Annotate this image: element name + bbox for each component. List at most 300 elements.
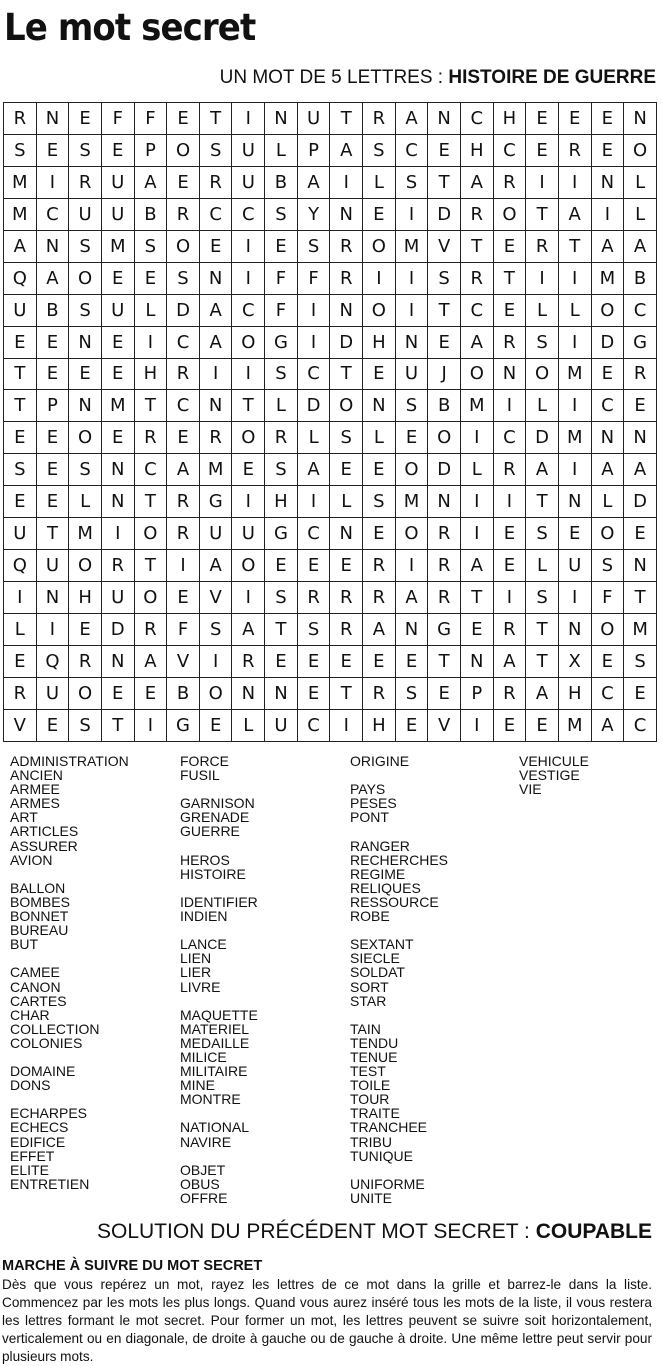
grid-cell: S <box>69 134 102 166</box>
grid-cell: R <box>428 550 461 582</box>
word-item: PONT <box>350 809 389 826</box>
grid-cell: E <box>101 326 134 358</box>
grid-cell: L <box>297 422 330 454</box>
grid-cell: J <box>428 358 461 390</box>
grid-cell: U <box>232 166 265 198</box>
grid-cell: S <box>69 709 102 741</box>
grid-cell: O <box>199 677 232 709</box>
grid-cell: V <box>4 709 37 741</box>
grid-cell: E <box>363 198 396 230</box>
letter-grid <box>3 102 657 742</box>
grid-cell: F <box>265 262 298 294</box>
grid-cell: E <box>265 645 298 677</box>
word-item: SEXTANT <box>350 936 414 953</box>
grid-cell: C <box>167 390 200 422</box>
grid-cell: T <box>330 358 363 390</box>
grid-cell: E <box>363 454 396 486</box>
grid-cell: O <box>232 326 265 358</box>
grid-cell: T <box>265 614 298 646</box>
grid-cell: E <box>395 422 428 454</box>
grid-cell: M <box>395 230 428 262</box>
grid-cell: M <box>101 390 134 422</box>
grid-cell: M <box>199 454 232 486</box>
grid-cell: E <box>591 358 624 390</box>
grid-cell: Q <box>36 645 69 677</box>
grid-cell: N <box>199 262 232 294</box>
grid-cell: A <box>363 614 396 646</box>
grid-cell: E <box>101 358 134 390</box>
grid-cell: E <box>493 709 526 741</box>
word-item: HISTOIRE <box>180 865 246 882</box>
grid-cell: O <box>69 677 102 709</box>
grid-cell: O <box>69 262 102 294</box>
word-item: VESTIGE <box>519 767 580 784</box>
grid-cell: F <box>101 103 134 135</box>
grid-cell: R <box>624 358 657 390</box>
grid-cell: R <box>428 518 461 550</box>
grid-cell: E <box>395 709 428 741</box>
grid-cell: L <box>232 709 265 741</box>
grid-cell: T <box>460 230 493 262</box>
grid-cell: I <box>460 518 493 550</box>
word-item: NAVIRE <box>180 1133 232 1150</box>
grid-cell: N <box>395 326 428 358</box>
grid-cell: T <box>199 103 232 135</box>
grid-row <box>4 550 657 582</box>
grid-cell: E <box>363 358 396 390</box>
grid-cell: E <box>167 422 200 454</box>
grid-cell: E <box>101 134 134 166</box>
grid-cell: P <box>297 134 330 166</box>
grid-cell: N <box>558 614 591 646</box>
word-item: ECHECS <box>10 1119 69 1136</box>
grid-cell: L <box>69 486 102 518</box>
grid-cell: E <box>363 518 396 550</box>
grid-row <box>4 103 657 135</box>
grid-cell: E <box>69 614 102 646</box>
grid-cell: B <box>134 198 167 230</box>
grid-cell: R <box>265 422 298 454</box>
grid-row <box>4 486 657 518</box>
grid-cell: V <box>428 230 461 262</box>
word-item: GRENADE <box>180 809 250 826</box>
grid-cell: I <box>460 709 493 741</box>
grid-cell: E <box>265 550 298 582</box>
grid-cell: A <box>591 709 624 741</box>
grid-cell: E <box>330 550 363 582</box>
grid-cell: R <box>493 166 526 198</box>
grid-cell: C <box>460 294 493 326</box>
grid-cell: I <box>297 486 330 518</box>
grid-cell: I <box>330 166 363 198</box>
grid-row <box>4 294 657 326</box>
grid-cell: N <box>624 103 657 135</box>
word-item: COLONIES <box>10 1034 83 1051</box>
grid-cell: I <box>232 358 265 390</box>
grid-cell: I <box>232 230 265 262</box>
grid-cell: H <box>363 709 396 741</box>
grid-cell: D <box>428 198 461 230</box>
grid-cell: A <box>4 230 37 262</box>
grid-row <box>4 454 657 486</box>
grid-cell: D <box>330 326 363 358</box>
grid-cell: O <box>493 198 526 230</box>
word-item: BONNET <box>10 908 69 925</box>
grid-cell: U <box>232 134 265 166</box>
grid-cell: F <box>134 103 167 135</box>
word-item: CANON <box>10 978 61 995</box>
grid-cell: F <box>591 582 624 614</box>
grid-cell: E <box>199 709 232 741</box>
word-item: NATIONAL <box>180 1119 249 1136</box>
grid-cell: N <box>265 677 298 709</box>
grid-cell: E <box>591 134 624 166</box>
grid-cell: I <box>232 582 265 614</box>
grid-cell: T <box>101 709 134 741</box>
grid-cell: S <box>69 230 102 262</box>
grid-cell: I <box>395 198 428 230</box>
grid-cell: T <box>526 614 559 646</box>
grid-cell: U <box>297 103 330 135</box>
grid-cell: C <box>167 326 200 358</box>
grid-cell: P <box>460 677 493 709</box>
word-item <box>180 1149 258 1163</box>
word-item: REGIME <box>350 865 406 882</box>
grid-cell: D <box>297 390 330 422</box>
grid-cell: C <box>232 198 265 230</box>
grid-cell: A <box>395 103 428 135</box>
grid-cell: I <box>526 262 559 294</box>
grid-cell: A <box>36 262 69 294</box>
grid-cell: A <box>167 454 200 486</box>
grid-cell: E <box>428 677 461 709</box>
grid-cell: S <box>428 262 461 294</box>
grid-cell: N <box>363 390 396 422</box>
grid-cell: N <box>428 486 461 518</box>
grid-cell: E <box>526 103 559 135</box>
grid-cell: E <box>624 677 657 709</box>
grid-cell: L <box>624 166 657 198</box>
grid-cell: L <box>624 198 657 230</box>
grid-cell: A <box>199 294 232 326</box>
grid-cell: E <box>558 518 591 550</box>
grid-cell: O <box>167 134 200 166</box>
word-item: TEST <box>350 1063 386 1080</box>
word-item: SIECLE <box>350 950 400 967</box>
grid-cell: N <box>199 390 232 422</box>
word-item: BUREAU <box>10 922 69 939</box>
grid-cell: E <box>167 582 200 614</box>
grid-cell: L <box>134 294 167 326</box>
grid-cell: O <box>591 518 624 550</box>
grid-cell: E <box>330 645 363 677</box>
word-item: MILITAIRE <box>180 1063 248 1080</box>
grid-cell: E <box>493 294 526 326</box>
grid-cell: D <box>101 614 134 646</box>
grid-cell: T <box>232 390 265 422</box>
word-item: INDIEN <box>180 908 228 925</box>
grid-cell: A <box>460 166 493 198</box>
grid-cell: M <box>4 166 37 198</box>
word-item: SORT <box>350 978 389 995</box>
word-item <box>180 881 258 895</box>
word-item: LIER <box>180 964 212 981</box>
grid-cell: T <box>428 645 461 677</box>
word-item <box>180 1106 258 1120</box>
grid-cell: B <box>265 166 298 198</box>
grid-cell: T <box>36 518 69 550</box>
grid-cell: I <box>134 709 167 741</box>
grid-cell: S <box>591 550 624 582</box>
word-item: TOUR <box>350 1091 390 1108</box>
grid-cell: N <box>428 103 461 135</box>
grid-cell: T <box>428 294 461 326</box>
grid-cell: S <box>297 230 330 262</box>
grid-cell: I <box>232 262 265 294</box>
grid-cell: E <box>4 422 37 454</box>
grid-cell: N <box>591 422 624 454</box>
grid-cell: E <box>36 454 69 486</box>
grid-cell: E <box>36 358 69 390</box>
grid-cell: T <box>428 166 461 198</box>
grid-cell: X <box>558 645 591 677</box>
grid-cell: E <box>297 645 330 677</box>
word-item <box>180 782 258 796</box>
grid-cell: E <box>493 550 526 582</box>
word-item: FUSIL <box>180 767 220 784</box>
word-item <box>350 923 448 937</box>
grid-cell: R <box>493 454 526 486</box>
word-item: RELIQUES <box>350 879 421 896</box>
grid-row <box>4 326 657 358</box>
grid-cell: O <box>330 390 363 422</box>
word-item: LIVRE <box>180 978 221 995</box>
grid-cell: R <box>69 166 102 198</box>
grid-row <box>4 645 657 677</box>
word-item <box>10 1050 129 1064</box>
grid-cell: R <box>493 677 526 709</box>
word-item: TAIN <box>350 1020 381 1037</box>
grid-cell: T <box>134 390 167 422</box>
word-item: MATERIEL <box>180 1020 249 1037</box>
grid-cell: S <box>330 422 363 454</box>
grid-cell: I <box>395 262 428 294</box>
grid-cell: I <box>395 294 428 326</box>
grid-cell: T <box>558 230 591 262</box>
grid-cell: I <box>558 390 591 422</box>
grid-cell: E <box>624 518 657 550</box>
grid-cell: E <box>36 326 69 358</box>
grid-cell: N <box>624 550 657 582</box>
grid-cell: E <box>36 709 69 741</box>
grid-cell: D <box>591 326 624 358</box>
grid-cell: V <box>199 582 232 614</box>
grid-cell: N <box>69 390 102 422</box>
grid-cell: E <box>297 677 330 709</box>
grid-cell: E <box>591 103 624 135</box>
grid-cell: C <box>591 677 624 709</box>
grid-cell: O <box>526 358 559 390</box>
grid-cell: T <box>493 262 526 294</box>
grid-cell: L <box>591 486 624 518</box>
grid-cell: T <box>4 390 37 422</box>
grid-cell: S <box>363 134 396 166</box>
grid-cell: A <box>624 454 657 486</box>
grid-row <box>4 230 657 262</box>
grid-cell: R <box>167 518 200 550</box>
grid-cell: A <box>134 166 167 198</box>
grid-cell: B <box>428 390 461 422</box>
word-item: ADMINISTRATION <box>10 753 129 769</box>
word-item: MONTRE <box>180 1091 241 1108</box>
grid-cell: N <box>36 230 69 262</box>
grid-cell: E <box>36 422 69 454</box>
grid-cell: U <box>101 582 134 614</box>
grid-cell: R <box>493 614 526 646</box>
word-item: AVION <box>10 851 53 868</box>
grid-cell: C <box>624 709 657 741</box>
word-item: LANCE <box>180 936 227 953</box>
grid-cell: U <box>69 198 102 230</box>
grid-cell: S <box>134 230 167 262</box>
grid-cell: E <box>69 103 102 135</box>
word-item: ELITE <box>10 1161 49 1178</box>
grid-cell: O <box>69 550 102 582</box>
grid-cell: T <box>134 486 167 518</box>
grid-cell: S <box>265 454 298 486</box>
word-item: CAMEE <box>10 964 60 981</box>
grid-cell: T <box>526 645 559 677</box>
grid-cell: D <box>526 422 559 454</box>
grid-cell: I <box>493 486 526 518</box>
grid-cell: R <box>4 677 37 709</box>
grid-cell: E <box>4 645 37 677</box>
grid-cell: M <box>558 358 591 390</box>
grid-cell: T <box>330 103 363 135</box>
grid-cell: R <box>493 326 526 358</box>
grid-cell: A <box>395 582 428 614</box>
grid-cell: I <box>232 486 265 518</box>
word-item: MEDAILLE <box>180 1034 250 1051</box>
grid-cell: Q <box>4 262 37 294</box>
grid-cell: R <box>4 103 37 135</box>
grid-cell: C <box>624 294 657 326</box>
grid-cell: G <box>624 326 657 358</box>
word-item: RANGER <box>350 837 410 854</box>
grid-cell: S <box>199 614 232 646</box>
grid-cell: C <box>493 422 526 454</box>
grid-cell: T <box>624 582 657 614</box>
word-item: VIE <box>519 781 542 798</box>
grid-cell: A <box>526 677 559 709</box>
grid-cell: C <box>232 294 265 326</box>
grid-cell: N <box>493 358 526 390</box>
grid-cell: N <box>265 103 298 135</box>
grid-cell: N <box>101 486 134 518</box>
grid-cell: E <box>395 645 428 677</box>
grid-cell: S <box>167 262 200 294</box>
grid-cell: N <box>232 677 265 709</box>
grid-cell: A <box>558 198 591 230</box>
grid-cell: I <box>526 166 559 198</box>
word-item: UNITE <box>350 1189 392 1206</box>
grid-cell: E <box>330 454 363 486</box>
grid-cell: B <box>167 677 200 709</box>
grid-cell: N <box>558 486 591 518</box>
word-item <box>180 839 258 853</box>
word-item: ARTICLES <box>10 823 79 840</box>
grid-cell: E <box>493 518 526 550</box>
grid-cell: E <box>167 103 200 135</box>
word-item <box>350 768 448 782</box>
grid-cell: N <box>330 198 363 230</box>
grid-cell: I <box>36 614 69 646</box>
grid-cell: U <box>265 709 298 741</box>
grid-cell: R <box>69 645 102 677</box>
grid-cell: B <box>624 262 657 294</box>
grid-cell: L <box>526 390 559 422</box>
grid-cell: N <box>591 166 624 198</box>
grid-row <box>4 614 657 646</box>
grid-row <box>4 134 657 166</box>
word-item: FORCE <box>180 753 229 769</box>
grid-cell: M <box>4 198 37 230</box>
grid-cell: I <box>199 358 232 390</box>
grid-cell: O <box>395 454 428 486</box>
grid-cell: R <box>330 262 363 294</box>
grid-cell: U <box>36 677 69 709</box>
word-item: TOILE <box>350 1077 391 1094</box>
grid-cell: D <box>167 294 200 326</box>
word-item: DONS <box>10 1077 51 1094</box>
instructions-text: Dès que vous repérez un mot, rayez les lettres de ce mot dans la grille et barrez-le dans la liste. Commencez par les mots les plus longs. Quand vous aurez inséré tous les mots de la liste, il vous restera les lettres formant le mot secret. Pour former un mot, les lettres peuvent se suivre soit horizontalement, verticalement ou en diagonale, de droite à gauche ou de gauche à droite. Une même lettre peut servir pour plusieurs mots. <box>2 1277 652 1364</box>
grid-cell: E <box>624 390 657 422</box>
grid-cell: I <box>363 262 396 294</box>
word-column-3 <box>350 754 448 1205</box>
puzzle-theme: HISTOIRE DE GUERRE <box>448 67 656 88</box>
grid-cell: E <box>526 709 559 741</box>
grid-row <box>4 358 657 390</box>
grid-cell: S <box>363 486 396 518</box>
previous-solution <box>97 1219 652 1245</box>
grid-cell: A <box>297 166 330 198</box>
grid-cell: S <box>395 166 428 198</box>
word-item: TRIBU <box>350 1133 392 1150</box>
grid-cell: N <box>36 582 69 614</box>
grid-cell: L <box>330 486 363 518</box>
grid-cell: O <box>460 358 493 390</box>
grid-cell: V <box>167 645 200 677</box>
word-item <box>350 1008 448 1022</box>
grid-cell: E <box>493 230 526 262</box>
grid-cell: O <box>363 294 396 326</box>
grid-cell: C <box>199 198 232 230</box>
grid-cell: R <box>330 230 363 262</box>
grid-cell: T <box>134 550 167 582</box>
grid-cell: E <box>134 677 167 709</box>
grid-cell: F <box>297 262 330 294</box>
grid-cell: S <box>69 454 102 486</box>
grid-cell: G <box>265 518 298 550</box>
grid-cell: E <box>36 134 69 166</box>
grid-cell: N <box>101 645 134 677</box>
grid-cell: P <box>134 134 167 166</box>
grid-cell: I <box>558 582 591 614</box>
grid-cell: A <box>134 645 167 677</box>
grid-cell: R <box>460 198 493 230</box>
grid-cell: I <box>199 645 232 677</box>
word-item: TUNIQUE <box>350 1147 413 1164</box>
